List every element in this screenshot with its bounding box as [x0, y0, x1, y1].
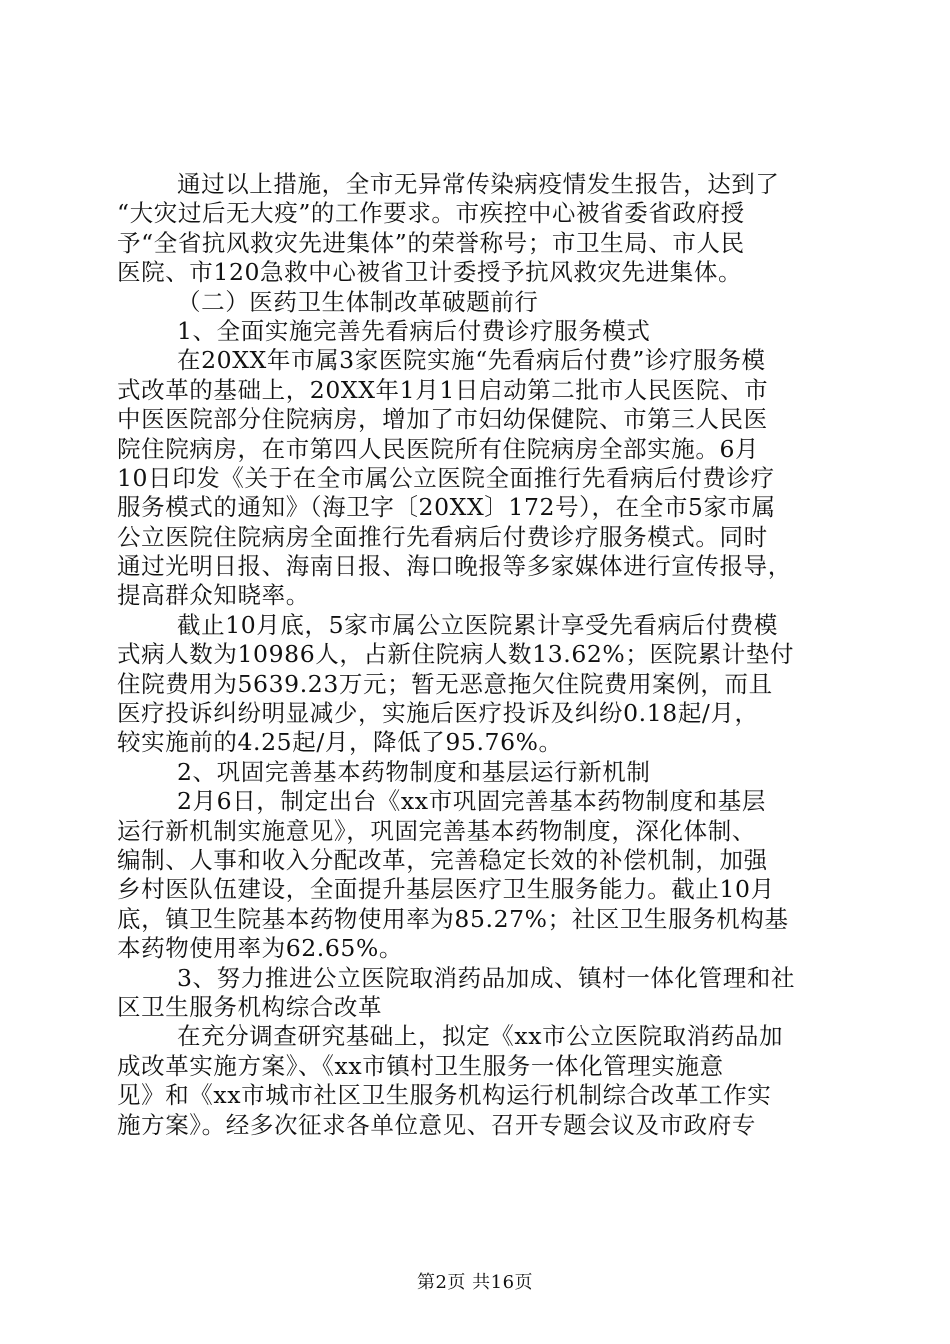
text-line: 区卫生服务机构综合改革: [117, 992, 383, 1021]
page-footer: 第2页 共16页: [416, 1272, 534, 1293]
text-line: 式改革的基础上，20XX年1月1日启动第二批市人民医院、市: [117, 375, 769, 404]
text-line: 式病人数为10986人，占新住院病人数13.62%；医院累计垫付: [117, 640, 795, 669]
text-line: 公立医院住院病房全面推行先看病后付费诊疗服务模式。同时: [117, 522, 768, 551]
text-line: 2月6日，制定出台《xx市巩固完善基本药物制度和基层: [177, 787, 767, 816]
text-line: 1、全面实施完善先看病后付费诊疗服务模式: [177, 316, 651, 345]
text-line: 10日印发《关于在全市属公立医院全面推行先看病后付费诊疗: [117, 463, 775, 492]
text-line: 乡村医队伍建设，全面提升基层医疗卫生服务能力。截止10月: [117, 875, 775, 904]
text-line: 中医医院部分住院病房，增加了市妇幼保健院、市第三人民医: [117, 405, 768, 434]
text-line: 编制、人事和收入分配改革，完善稳定长效的补偿机制，加强: [117, 845, 768, 874]
text-line: （二）医药卫生体制改革破题前行: [177, 287, 539, 316]
text-line: 较实施前的4.25起/月，降低了95.76%。: [117, 728, 563, 757]
text-line: 提高群众知晓率。: [117, 581, 310, 610]
text-line: 底，镇卫生院基本药物使用率为85.27%；社区卫生服务机构基: [117, 904, 789, 933]
text-line: 院住院病房，在市第四人民医院所有住院病房全部实施。6月: [117, 434, 760, 463]
text-line: 2、巩固完善基本药物制度和基层运行新机制: [177, 757, 651, 786]
text-line: 通过光明日报、海南日报、海口晚报等多家媒体进行宣传报导，: [117, 552, 792, 581]
text-line: 运行新机制实施意见》，巩固完善基本药物制度，深化体制、: [117, 816, 756, 845]
text-line: 医疗投诉纠纷明显减少，实施后医疗投诉及纠纷0.18起/月，: [117, 699, 759, 728]
text-line: 成改革实施方案》、《xx市镇村卫生服务一体化管理实施意: [117, 1051, 724, 1080]
text-line: 住院费用为5639.23万元；暂无恶意拖欠住院费用案例，而且: [117, 669, 773, 698]
text-line: 予“全省抗风救灾先进集体”的荣誉称号；市卫生局、市人民: [117, 228, 745, 257]
text-line: 3、努力推进公立医院取消药品加成、镇村一体化管理和社: [177, 963, 796, 992]
text-line: 截止10月底，5家市属公立医院累计享受先看病后付费模: [177, 610, 778, 639]
text-line: 通过以上措施，全市无异常传染病疫情发生报告，达到了: [177, 170, 780, 198]
text-line: 见》和《xx市城市社区卫生服务机构运行机制综合改革工作实: [117, 1081, 772, 1110]
text-line: 施方案》。经多次征求各单位意见、召开专题会议及市政府专: [117, 1110, 756, 1139]
document-body: [117, 170, 837, 1140]
text-line: “大灾过后无大疫”的工作要求。市疾控中心被省委省政府授: [117, 199, 745, 228]
text-line: 在20XX年市属3家医院实施“先看病后付费”诊疗服务模: [177, 346, 766, 375]
text-line: 医院、市120急救中心被省卫计委授予抗风救灾先进集体。: [117, 258, 743, 287]
text-line: 服务模式的通知》（海卫字〔20XX〕172号），在全市5家市属: [117, 493, 776, 522]
text-line: 本药物使用率为62.65%。: [117, 934, 404, 963]
text-line: 在充分调查研究基础上，拟定《xx市公立医院取消药品加: [177, 1022, 784, 1051]
